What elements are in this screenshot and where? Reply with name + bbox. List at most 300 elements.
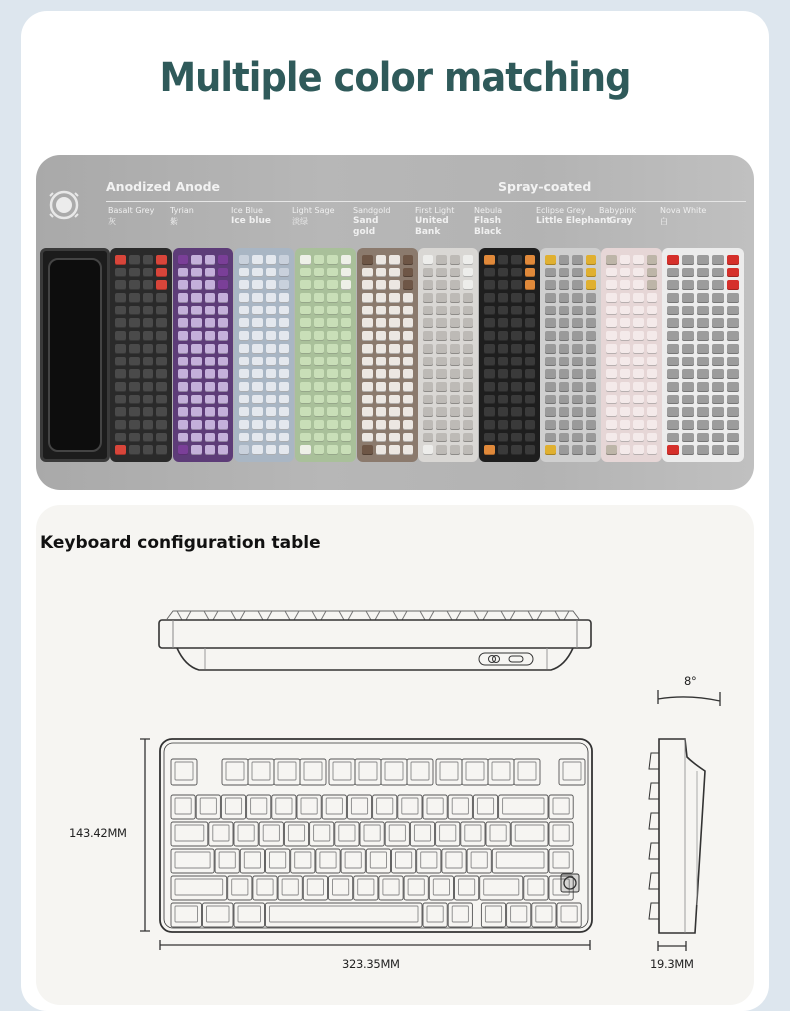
keycap (327, 357, 338, 367)
keycap (572, 306, 583, 316)
keycap (156, 369, 167, 379)
keycap (266, 255, 276, 265)
keycap (191, 420, 201, 430)
keycap (115, 420, 126, 430)
keycap (525, 420, 536, 430)
keycap (525, 331, 536, 341)
keycap (423, 369, 433, 379)
keycap (484, 407, 495, 417)
keycap (218, 407, 228, 417)
keycap (376, 255, 387, 265)
keycap (178, 318, 188, 328)
keycap (606, 268, 617, 278)
keycap (239, 293, 249, 303)
keycap (252, 280, 262, 290)
keycap (115, 357, 126, 367)
keycap (511, 357, 522, 367)
keycap (403, 280, 414, 290)
group-title-spray-coated: Spray-coated (498, 179, 592, 194)
keycap (572, 445, 583, 455)
keycap (341, 306, 352, 316)
keycap (300, 268, 311, 278)
keycap (559, 331, 570, 341)
keycap (667, 369, 679, 379)
keycap (511, 395, 522, 405)
keycap (279, 395, 289, 405)
keycap (606, 420, 617, 430)
keycap (436, 331, 446, 341)
keycap (115, 433, 126, 443)
keycap (266, 344, 276, 354)
keycap (436, 382, 446, 392)
keycap (218, 420, 228, 430)
keycap (511, 382, 522, 392)
keycap (667, 331, 679, 341)
keycap (525, 293, 536, 303)
keycap (606, 395, 617, 405)
keycap (511, 369, 522, 379)
keycap (697, 331, 709, 341)
keycap (484, 357, 495, 367)
keycap (327, 268, 338, 278)
keycap (498, 268, 509, 278)
keycap (314, 280, 325, 290)
keyboard-eclipse-grey (540, 248, 601, 462)
keycap (341, 331, 352, 341)
keycap (620, 357, 631, 367)
keycap (341, 382, 352, 392)
keycap (545, 280, 556, 290)
keycap (498, 395, 509, 405)
keycap (376, 369, 387, 379)
keycap (498, 407, 509, 417)
keycap (484, 395, 495, 405)
keyboard-case-side (40, 248, 110, 462)
keycap (633, 382, 644, 392)
keycap (341, 318, 352, 328)
keycap (178, 331, 188, 341)
keycap (436, 293, 446, 303)
width-dimension-line (158, 938, 594, 952)
keycap (572, 280, 583, 290)
keycap (115, 331, 126, 341)
keycap (511, 306, 522, 316)
keycap (647, 407, 658, 417)
keyboard-ice-blue (234, 248, 294, 462)
keycap (620, 344, 631, 354)
keycap (115, 306, 126, 316)
keycap (633, 369, 644, 379)
keycap (463, 420, 473, 430)
keycap (511, 420, 522, 430)
keycap (178, 382, 188, 392)
keycap (205, 433, 215, 443)
keycap (633, 420, 644, 430)
keycap (403, 407, 414, 417)
keyboard-sandgold (357, 248, 418, 462)
keycap (341, 280, 352, 290)
keycap (606, 318, 617, 328)
keycap (667, 433, 679, 443)
keycap (606, 369, 617, 379)
keycap (572, 420, 583, 430)
keycap (266, 395, 276, 405)
keycap (727, 395, 739, 405)
keycap (450, 255, 460, 265)
keycap (279, 331, 289, 341)
keycap (218, 306, 228, 316)
keycap (252, 382, 262, 392)
keycap (143, 331, 154, 341)
keycap (525, 255, 536, 265)
keycap (647, 344, 658, 354)
keycap (205, 318, 215, 328)
keycap (178, 395, 188, 405)
keycap (633, 255, 644, 265)
keycap (697, 395, 709, 405)
keycap (156, 331, 167, 341)
keycap (156, 395, 167, 405)
keycap (450, 395, 460, 405)
keycap (156, 255, 167, 265)
keycap (403, 445, 414, 455)
keycap (545, 357, 556, 367)
keycap (314, 420, 325, 430)
keycap (697, 407, 709, 417)
keycap (191, 407, 201, 417)
keycap (450, 433, 460, 443)
keycap (647, 445, 658, 455)
keycap (572, 369, 583, 379)
keycap (376, 331, 387, 341)
keyboard-side-view-drawing (645, 735, 720, 935)
keycap (525, 318, 536, 328)
keycap (498, 306, 509, 316)
keycap (178, 445, 188, 455)
keycap (727, 255, 739, 265)
keycap (389, 255, 400, 265)
keycap (327, 420, 338, 430)
keycap (545, 318, 556, 328)
keycap (279, 318, 289, 328)
keycap (403, 433, 414, 443)
keycap (559, 255, 570, 265)
keycap (376, 445, 387, 455)
keycap (697, 318, 709, 328)
keycap (559, 395, 570, 405)
keycap (403, 255, 414, 265)
keycap (327, 306, 338, 316)
keycap (620, 369, 631, 379)
keycap (586, 331, 597, 341)
keycap (525, 268, 536, 278)
keycap (620, 420, 631, 430)
keycap (279, 357, 289, 367)
keycap (450, 280, 460, 290)
keycap (423, 382, 433, 392)
keycap (362, 407, 373, 417)
keycap (559, 318, 570, 328)
keycap (620, 306, 631, 316)
keycap (559, 280, 570, 290)
keycap (712, 369, 724, 379)
keycap (498, 382, 509, 392)
keycap (545, 395, 556, 405)
keyboard-front-view-drawing (155, 605, 595, 675)
keycap (727, 344, 739, 354)
keycap (727, 357, 739, 367)
height-dimension-line (138, 737, 152, 933)
keycap (403, 357, 414, 367)
keycap (115, 369, 126, 379)
keycap (129, 344, 140, 354)
keycap (362, 268, 373, 278)
keycap (463, 331, 473, 341)
keycap (129, 280, 140, 290)
keycap (450, 268, 460, 278)
keycap (191, 268, 201, 278)
keycap (129, 382, 140, 392)
keycap (667, 280, 679, 290)
keycap (559, 344, 570, 354)
keycap (266, 382, 276, 392)
keycap (389, 357, 400, 367)
keycap (205, 445, 215, 455)
keycap (545, 445, 556, 455)
keycap (115, 293, 126, 303)
keycap (143, 268, 154, 278)
keycap (682, 280, 694, 290)
height-label: 143.42MM (69, 826, 127, 840)
keycap (511, 344, 522, 354)
keycap (178, 420, 188, 430)
keycap (559, 420, 570, 430)
keycap (423, 407, 433, 417)
keycap (389, 293, 400, 303)
keycap (450, 331, 460, 341)
keycap (450, 420, 460, 430)
keycap (620, 255, 631, 265)
keycap (423, 306, 433, 316)
keycap (511, 293, 522, 303)
keycap (178, 344, 188, 354)
keycap (633, 395, 644, 405)
keycap (218, 433, 228, 443)
keycap (156, 293, 167, 303)
keycap (191, 306, 201, 316)
keycap (300, 331, 311, 341)
keycap (682, 318, 694, 328)
keycap (300, 420, 311, 430)
keycap (314, 433, 325, 443)
keycap (633, 293, 644, 303)
keycap (314, 306, 325, 316)
keycap (712, 395, 724, 405)
keycap (266, 407, 276, 417)
keycap (647, 268, 658, 278)
keycap (682, 407, 694, 417)
keycap (697, 420, 709, 430)
keycap (633, 268, 644, 278)
keycap (559, 445, 570, 455)
knob-icon (44, 185, 84, 225)
keycap (191, 395, 201, 405)
keycap (620, 280, 631, 290)
keycap (403, 268, 414, 278)
keycap (559, 407, 570, 417)
keycap (327, 433, 338, 443)
angle-label: 8° (684, 674, 697, 688)
keycap (525, 344, 536, 354)
keycap (697, 445, 709, 455)
keycap (484, 255, 495, 265)
keycap (300, 344, 311, 354)
keycap (403, 318, 414, 328)
keycap (156, 306, 167, 316)
keycap (525, 306, 536, 316)
keycap (218, 395, 228, 405)
keycap (667, 293, 679, 303)
keycap (389, 395, 400, 405)
keycap (252, 255, 262, 265)
keycap (115, 268, 126, 278)
keycap (279, 306, 289, 316)
keycap (115, 395, 126, 405)
keycap (205, 407, 215, 417)
keycap (712, 357, 724, 367)
keycap (129, 268, 140, 278)
keycap (498, 318, 509, 328)
keycap (572, 357, 583, 367)
keycap (712, 306, 724, 316)
keycap (156, 433, 167, 443)
keycap (647, 293, 658, 303)
keycap (450, 344, 460, 354)
variant-label: Ice Blue Ice blue (231, 206, 271, 226)
keycap (218, 268, 228, 278)
keycap (389, 331, 400, 341)
keycap (463, 318, 473, 328)
keycap (239, 357, 249, 367)
keycap (327, 407, 338, 417)
keycap (436, 395, 446, 405)
keycap (362, 255, 373, 265)
keycap (633, 280, 644, 290)
keycap (205, 357, 215, 367)
variant-label: Eclipse Grey Little Elephant (536, 206, 611, 226)
keycap (484, 433, 495, 443)
keycap (327, 369, 338, 379)
keycap (279, 433, 289, 443)
keycap (341, 268, 352, 278)
keycap (620, 407, 631, 417)
keycap (266, 420, 276, 430)
keycap (156, 420, 167, 430)
keycap (423, 420, 433, 430)
keycap (403, 369, 414, 379)
keycap (389, 445, 400, 455)
keycap (525, 280, 536, 290)
keycap (697, 255, 709, 265)
keycap (463, 433, 473, 443)
keycap (727, 293, 739, 303)
keycap (682, 445, 694, 455)
keycap (436, 357, 446, 367)
keycap (586, 357, 597, 367)
keycap (178, 268, 188, 278)
keycap (484, 344, 495, 354)
keycap (667, 344, 679, 354)
keycap (143, 293, 154, 303)
keycap (682, 331, 694, 341)
keycap (362, 293, 373, 303)
keycap (341, 255, 352, 265)
keycap (341, 407, 352, 417)
keycap (463, 255, 473, 265)
keycap (218, 382, 228, 392)
keycap (647, 433, 658, 443)
keycap (403, 395, 414, 405)
keycap (218, 331, 228, 341)
keycap (143, 445, 154, 455)
keycap (559, 433, 570, 443)
keycap (586, 318, 597, 328)
keycap (606, 344, 617, 354)
keycap (572, 433, 583, 443)
keycap (327, 382, 338, 392)
keycap (423, 395, 433, 405)
keycap (463, 369, 473, 379)
keycap (712, 331, 724, 341)
keycap (511, 331, 522, 341)
keycap (620, 395, 631, 405)
keycap (300, 357, 311, 367)
keycap (559, 306, 570, 316)
keycap (314, 293, 325, 303)
keycap (279, 420, 289, 430)
keycap (266, 268, 276, 278)
keycap (423, 255, 433, 265)
keycap (300, 369, 311, 379)
keycap (143, 420, 154, 430)
keycap (436, 433, 446, 443)
keycap (712, 255, 724, 265)
keycap (362, 331, 373, 341)
keycap (572, 407, 583, 417)
color-variants-panel (36, 155, 754, 490)
keycap (511, 255, 522, 265)
keycap (129, 420, 140, 430)
keycap (511, 268, 522, 278)
keycap (545, 268, 556, 278)
keycap (525, 382, 536, 392)
keyboard-first-light (418, 248, 478, 462)
keycap (362, 420, 373, 430)
keycap (484, 420, 495, 430)
keycap (191, 445, 201, 455)
keycap (450, 318, 460, 328)
keycap (436, 445, 446, 455)
keycap (633, 318, 644, 328)
keycap (178, 433, 188, 443)
keycap (450, 357, 460, 367)
keycap (586, 293, 597, 303)
keycap (218, 318, 228, 328)
keycap (314, 331, 325, 341)
keyboard-lineup (40, 248, 752, 463)
keycap (484, 445, 495, 455)
keycap (300, 318, 311, 328)
